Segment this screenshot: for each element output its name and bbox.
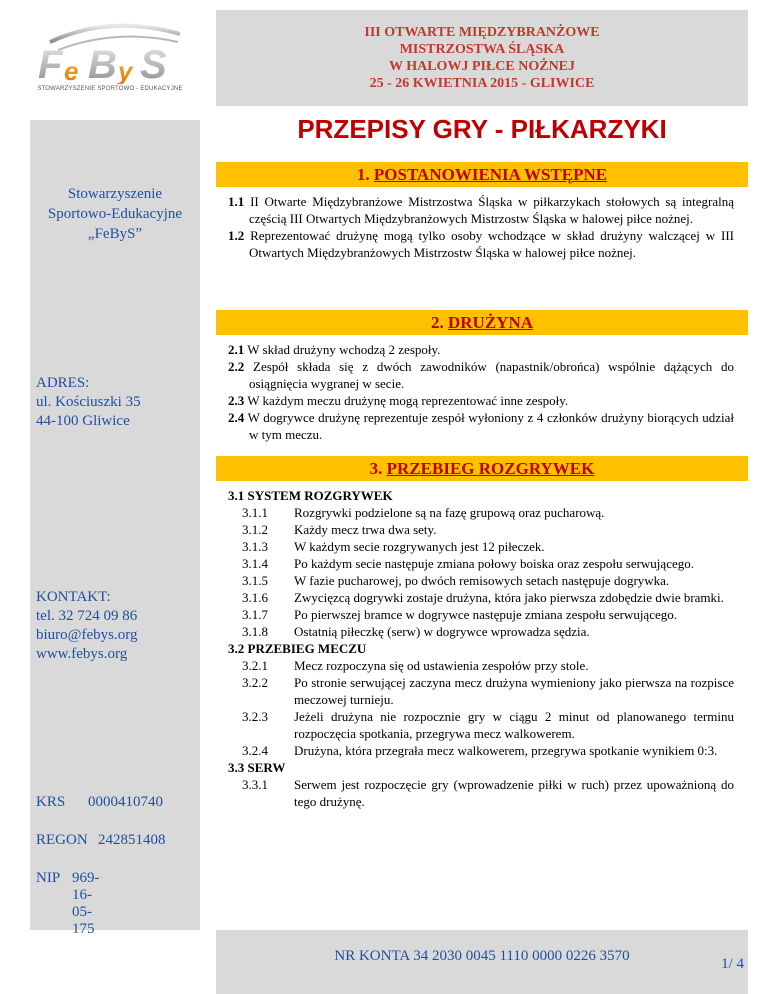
address-street: ul. Kościuszki 35 <box>36 394 141 410</box>
section-heading <box>216 310 748 335</box>
rule-item <box>228 606 734 623</box>
svg-text:F: F <box>38 43 63 84</box>
subsection-heading: 3.3 SERW <box>228 760 286 775</box>
rule-number: 1.2 <box>228 228 245 243</box>
rule-item <box>228 657 734 674</box>
rule-item <box>228 589 734 606</box>
section-body <box>228 487 734 810</box>
rule-item <box>228 358 734 392</box>
rule-text: Po każdym secie następuje zmiana połowy boiska oraz zespołu serwującego. <box>294 556 694 571</box>
contact-website[interactable]: www.febys.org <box>36 646 128 662</box>
rule-text: Po pierwszej bramce w dogrywce następuje zmiana zespołu serwującego. <box>294 607 677 622</box>
febys-logo <box>30 20 190 98</box>
rule-number: 3.2.2 <box>242 675 268 690</box>
rule-number: 3.1.1 <box>242 505 268 520</box>
rule-item <box>228 674 734 708</box>
event-header-line: III OTWARTE MIĘDZYBRANŻOWE <box>364 25 600 40</box>
rule-item <box>228 708 734 742</box>
rule-number: 2.2 <box>228 359 245 374</box>
rule-item <box>228 538 734 555</box>
svg-text:S: S <box>140 43 167 84</box>
regon-row <box>36 832 166 849</box>
rule-text: Zwycięzcą dogrywki zostaje drużyna, która jako pierwsza zdobędzie dwie bramki. <box>294 590 724 605</box>
subsection-heading: 3.1 SYSTEM ROZGRYWEK <box>228 488 393 503</box>
rule-number: 3.2.1 <box>242 658 268 673</box>
rule-text: Reprezentować drużynę mogą tylko osoby wchodzące w skład drużyny walczącej w III Otwartych Międzybranżowych Mistrzostw Śląska w halowej piłce nożnej. <box>249 228 734 260</box>
address-city: 44-100 Gliwice <box>36 413 130 429</box>
rule-number: 3.1.5 <box>242 573 268 588</box>
rule-text: Rozgrywki podzielone są na fazę grupową oraz pucharową. <box>294 505 605 520</box>
rule-text: Po stronie serwującej zaczyna mecz drużyna wymieniony jako pierwsza na rozpisce meczowej turnieju. <box>294 675 734 707</box>
rule-item <box>228 193 734 227</box>
nip-label: NIP <box>36 870 61 886</box>
section-heading <box>216 162 748 187</box>
rule-item <box>228 742 734 759</box>
contact-phone: tel. 32 724 09 86 <box>36 608 138 624</box>
organization-name <box>30 184 200 244</box>
rule-item <box>228 623 734 640</box>
logo-tagline: STOWARZYSZENIE SPORTOWO - EDUKACYJNE <box>37 86 183 92</box>
krs-label: KRS <box>36 794 66 810</box>
rule-item <box>228 392 734 409</box>
rule-item <box>228 572 734 589</box>
section-number: 3. <box>369 459 383 478</box>
rule-item <box>228 521 734 538</box>
krs-value: 0000410740 <box>88 794 163 810</box>
rule-number: 3.3.1 <box>242 777 268 792</box>
svg-text:y: y <box>118 56 133 84</box>
organization-sidebar <box>30 120 200 937</box>
svg-text:B: B <box>88 43 117 84</box>
rule-text: Każdy mecz trwa dwa sety. <box>294 522 437 537</box>
rule-text: W skład drużyny wchodzą 2 zespoły. <box>247 342 441 357</box>
rule-number: 2.4 <box>228 410 245 425</box>
event-header-line: W HALOWJ PIŁCE NOŻNEJ <box>388 59 576 74</box>
rule-item <box>228 555 734 572</box>
rule-number: 3.1.2 <box>242 522 268 537</box>
rule-number: 3.2.4 <box>242 743 268 758</box>
rule-item <box>228 227 734 261</box>
regon-value: 242851408 <box>98 832 166 848</box>
rule-text: W dogrywce drużynę reprezentuje zespół wyłoniony z 4 członków drużyny biorących udział w tym meczu. <box>247 410 735 442</box>
svg-text:e: e <box>64 56 79 84</box>
rule-item <box>228 409 734 443</box>
rule-number: 3.1.3 <box>242 539 268 554</box>
contact-block <box>36 588 137 664</box>
rule-text: Ostatnią piłeczkę (serw) w dogrywce wprowadza sędzia. <box>294 624 590 639</box>
krs-row <box>36 794 163 811</box>
rule-text: W fazie pucharowej, po dwóch remisowych setach następuje dogrywka. <box>294 573 670 588</box>
page-number: 1/ 4 <box>721 956 744 972</box>
event-header-line: 25 - 26 KWIETNIA 2015 - GLIWICE <box>369 76 595 91</box>
rule-text: Jeżeli drużyna nie rozpocznie gry w ciągu 2 minut od planowanego terminu rozpoczęcia spotkania, przegrywa mecz walkowerem. <box>294 709 734 741</box>
nip-value: 969-16-05-175 <box>72 870 100 937</box>
subsection-heading: 3.2 PRZEBIEG MECZU <box>228 641 367 656</box>
section-title: DRUŻYNA <box>448 313 533 332</box>
rule-number: 1.1 <box>228 194 245 209</box>
contact-label: KONTAKT: <box>36 589 111 605</box>
event-header <box>216 10 748 106</box>
rule-number: 3.1.6 <box>242 590 268 605</box>
section-heading <box>216 456 748 481</box>
febys-logo-graphic <box>30 20 190 84</box>
organization-name-line: „FeBySˮ <box>87 226 143 242</box>
section-body <box>228 341 734 443</box>
rule-number: 3.1.7 <box>242 607 268 622</box>
organization-name-line: Stowarzyszenie <box>67 186 163 202</box>
rule-text: W każdym meczu drużynę mogą reprezentować inne zespoły. <box>247 393 569 408</box>
page-title: PRZEPISY GRY - PIŁKARZYKI <box>297 114 667 144</box>
section-number: 1. <box>356 165 370 184</box>
section-title: PRZEBIEG ROZGRYWEK <box>386 459 595 478</box>
rule-text: Zespół składa się z dwóch zawodników (napastnik/obrońca) wspólnie dążących do osiągnięcia wygranej w secie. <box>249 359 734 391</box>
rule-text: II Otwarte Międzybranżowe Mistrzostwa Śląska w piłkarzykach stołowych są integralną częścią III Otwartych Międzybranżowych Mistrzostw Śląska w halowej piłce nożnej. <box>249 194 735 226</box>
address-block <box>36 374 141 431</box>
rule-item <box>228 504 734 521</box>
event-header-line: MISTRZOSTWA ŚLĄSKA <box>399 42 565 57</box>
rule-number: 3.1.4 <box>242 556 268 571</box>
footer <box>216 930 748 994</box>
rule-number: 2.1 <box>228 342 245 357</box>
rule-text: Drużyna, która przegrała mecz walkowerem, przegrywa spotkanie wynikiem 0:3. <box>294 743 718 758</box>
nip-row <box>36 870 100 937</box>
rule-text: Serwem jest rozpoczęcie gry (wprowadzenie piłki w ruch) przez upoważnioną do tego drużynę. <box>294 777 734 809</box>
bank-account: NR KONTA 34 2030 0045 1110 0000 0226 3570 <box>334 948 630 964</box>
contact-email[interactable]: biuro@febys.org <box>36 627 138 643</box>
regon-label: REGON <box>36 832 88 848</box>
rule-item <box>228 776 734 810</box>
address-label: ADRES: <box>36 375 90 391</box>
rule-text: Mecz rozpoczyna się od ustawienia zespołów przy stole. <box>294 658 589 673</box>
rule-number: 3.1.8 <box>242 624 268 639</box>
section-number: 2. <box>431 313 444 332</box>
rule-number: 2.3 <box>228 393 245 408</box>
rule-text: W każdym secie rozgrywanych jest 12 piłeczek. <box>294 539 545 554</box>
section-body <box>228 193 734 261</box>
rule-number: 3.2.3 <box>242 709 268 724</box>
rule-item <box>228 341 734 358</box>
organization-name-line: Sportowo-Edukacyjne <box>47 206 183 222</box>
section-title: POSTANOWIENIA WSTĘPNE <box>373 165 608 184</box>
